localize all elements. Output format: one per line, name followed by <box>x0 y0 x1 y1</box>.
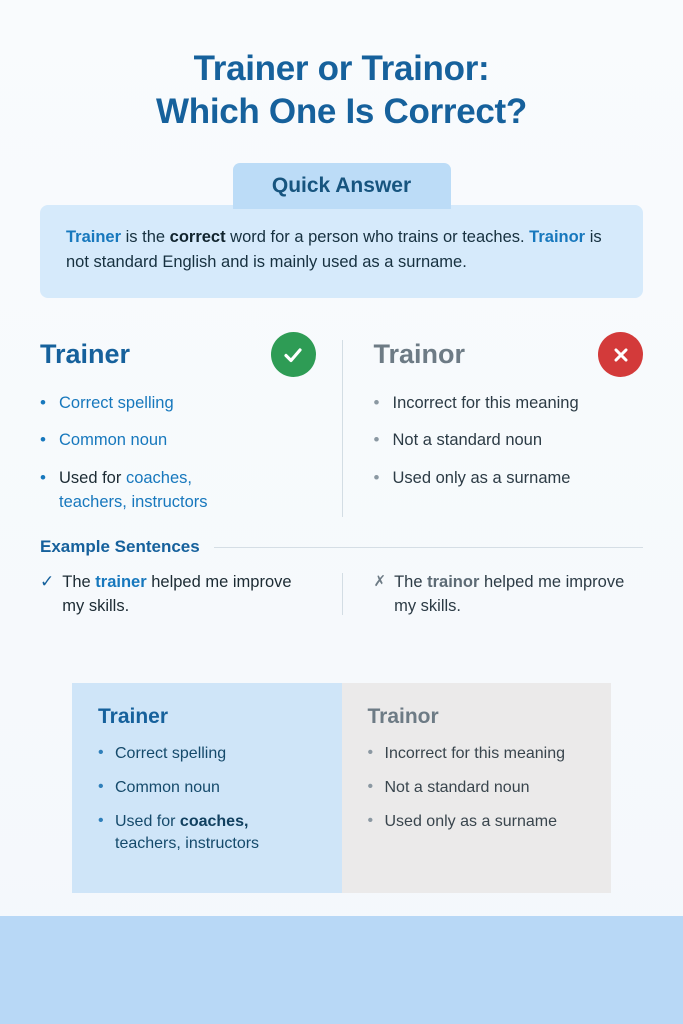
check-icon <box>271 332 316 377</box>
footer-band <box>0 916 683 1024</box>
comparison-section <box>40 328 643 530</box>
summary-panel-trainer-list <box>98 743 318 856</box>
list-item-rest: teachers, instructors <box>115 835 260 853</box>
list-item: • Correct spelling <box>98 743 318 766</box>
cross-icon <box>598 332 643 377</box>
page-title-line-1: Trainer or Trainor: <box>193 49 490 88</box>
quick-answer-text-2: is the <box>121 228 170 247</box>
list-item: • Not a standard noun <box>374 429 644 453</box>
page-title <box>0 0 683 133</box>
check-mark-icon: ✓ <box>40 572 55 592</box>
example-rest: helped me improve my skills. <box>62 573 292 616</box>
list-item-lead: Used for <box>59 469 126 488</box>
comparison-header-incorrect <box>374 328 644 382</box>
quick-answer-badge: Quick Answer <box>233 163 451 209</box>
example-sentence-correct <box>40 571 342 619</box>
quick-answer-text <box>40 205 643 297</box>
example-sentence-correct-text <box>62 571 315 619</box>
list-item: • Not a standard noun <box>368 777 588 800</box>
summary-panel-trainer <box>72 683 342 893</box>
example-sentences-label: Example Sentences <box>40 537 200 557</box>
summary-panels <box>72 683 611 893</box>
list-item: • Incorrect for this meaning <box>374 392 644 416</box>
example-sentences-heading <box>40 537 643 557</box>
summary-panel-trainer-title: Trainer <box>98 705 169 729</box>
quick-answer-word-correct: Trainer <box>66 228 122 247</box>
comparison-word-trainor: Trainor <box>373 339 466 370</box>
list-item <box>98 811 318 856</box>
example-rest: helped me improve my skills. <box>394 573 625 616</box>
example-word: trainer <box>95 573 147 592</box>
example-lead: The <box>394 573 428 592</box>
quick-answer-word-wrong: Trainor <box>529 228 586 247</box>
comparison-header-correct <box>40 328 316 382</box>
comparison-points-incorrect <box>374 392 644 492</box>
comparison-column-correct <box>40 328 342 530</box>
page-title-line-2: Which One Is Correct? <box>156 91 527 131</box>
list-item: • Incorrect for this meaning <box>368 743 588 766</box>
quick-answer-text-4: word for a person who trains or teaches. <box>225 228 530 247</box>
example-word: trainor <box>427 573 480 592</box>
list-item-lead: Used for <box>115 812 180 830</box>
example-lead: The <box>62 573 96 592</box>
list-item: • Common noun <box>40 429 316 453</box>
comparison-points-correct <box>40 392 316 516</box>
quick-answer-emphasis: correct <box>169 228 226 247</box>
cross-mark-icon: ✗ <box>373 573 387 591</box>
list-item <box>40 467 316 515</box>
example-sentences-section <box>40 571 643 619</box>
comparison-column-incorrect <box>342 328 644 530</box>
list-item: • Used only as a surname <box>374 467 644 491</box>
example-sentence-incorrect <box>342 571 644 619</box>
example-sentence-incorrect-text <box>394 571 643 619</box>
summary-panel-trainor-title: Trainor <box>367 705 439 729</box>
summary-panel-trainor-list <box>368 743 588 833</box>
list-item: • Correct spelling <box>40 392 316 416</box>
comparison-word-trainer: Trainer <box>40 339 131 370</box>
summary-panel-trainor <box>342 683 612 893</box>
list-item-link: coaches, <box>125 469 192 488</box>
quick-answer-section <box>40 163 643 297</box>
list-item-bold: coaches, <box>179 812 249 830</box>
list-item-rest: teachers, instructors <box>59 493 208 512</box>
quick-answer-text-6: is not standard English and is mainly used as a surname. <box>66 228 602 272</box>
list-item: • Common noun <box>98 777 318 800</box>
divider <box>214 547 643 548</box>
list-item: • Used only as a surname <box>368 811 588 834</box>
